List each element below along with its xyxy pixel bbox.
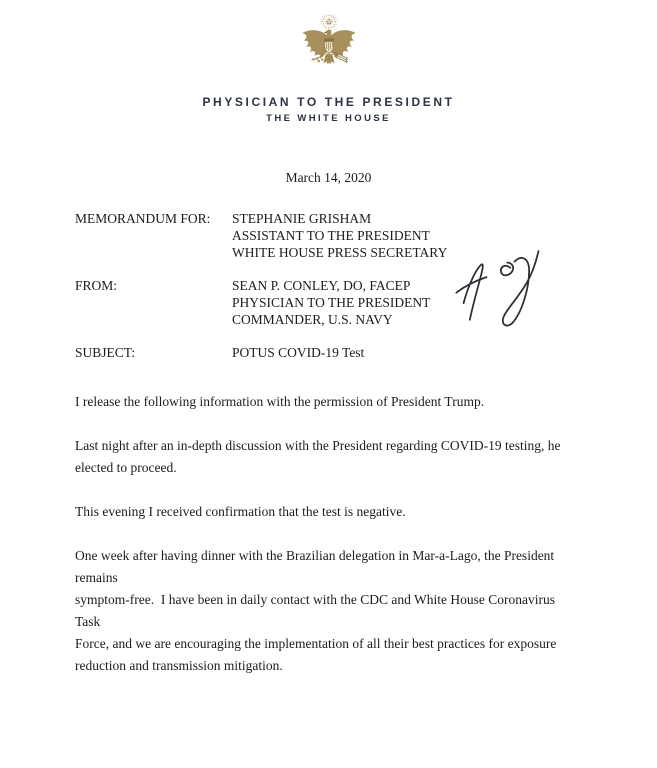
letterhead-office-title: PHYSICIAN TO THE PRESIDENT bbox=[202, 95, 455, 109]
memo-field-value bbox=[232, 344, 364, 361]
paragraph-line: Force, and we are encouraging the implementation of all their best practices for exposure bbox=[75, 636, 557, 651]
sender-name: SEAN P. CONLEY, DO, FACEP bbox=[232, 278, 411, 293]
memo-field-value bbox=[232, 210, 447, 261]
memo-field-subject bbox=[75, 344, 657, 361]
paragraph-line: This evening I received confirmation that the test is negative. bbox=[75, 504, 406, 519]
paragraph-2 bbox=[75, 435, 582, 479]
handwritten-signature-icon bbox=[448, 242, 552, 332]
memo-date: March 14, 2020 bbox=[285, 170, 372, 185]
memo-field-from bbox=[75, 277, 657, 328]
paragraph-4 bbox=[75, 545, 582, 677]
letterhead-institution: THE WHITE HOUSE bbox=[266, 113, 391, 124]
paragraph-line: I release the following information with the permission of President Trump. bbox=[75, 394, 485, 409]
great-seal-eagle-icon bbox=[298, 14, 360, 78]
recipient-title-2: WHITE HOUSE PRESS SECRETARY bbox=[232, 245, 448, 260]
memo-field-label: MEMORANDUM FOR: bbox=[75, 211, 211, 226]
paragraph-line: elected to proceed. bbox=[75, 460, 177, 475]
memo-field-memorandum-for bbox=[75, 210, 657, 261]
recipient-title-1: ASSISTANT TO THE PRESIDENT bbox=[232, 228, 430, 243]
paragraph-1 bbox=[75, 391, 582, 413]
sender-title-1: PHYSICIAN TO THE PRESIDENT bbox=[232, 295, 431, 310]
letterhead bbox=[0, 0, 657, 124]
sender-title-2: COMMANDER, U.S. NAVY bbox=[232, 312, 393, 327]
subject-text: POTUS COVID-19 Test bbox=[232, 345, 365, 360]
memo-body bbox=[75, 391, 582, 677]
paragraph-3 bbox=[75, 501, 582, 523]
memo-field-label: FROM: bbox=[75, 278, 118, 293]
memo-header-fields bbox=[75, 210, 657, 361]
memo-field-value bbox=[232, 277, 430, 328]
recipient-name: STEPHANIE GRISHAM bbox=[232, 211, 372, 226]
memo-field-label: SUBJECT: bbox=[75, 345, 136, 360]
paragraph-line: reduction and transmission mitigation. bbox=[75, 658, 283, 673]
paragraph-line: Last night after an in-depth discussion with the President regarding COVID-19 testing, he bbox=[75, 438, 561, 453]
paragraph-line: symptom-free. I have been in daily contact with the CDC and White House Coronavirus Task bbox=[75, 592, 559, 629]
paragraph-line: One week after having dinner with the Brazilian delegation in Mar-a-Lago, the President remains bbox=[75, 548, 558, 585]
